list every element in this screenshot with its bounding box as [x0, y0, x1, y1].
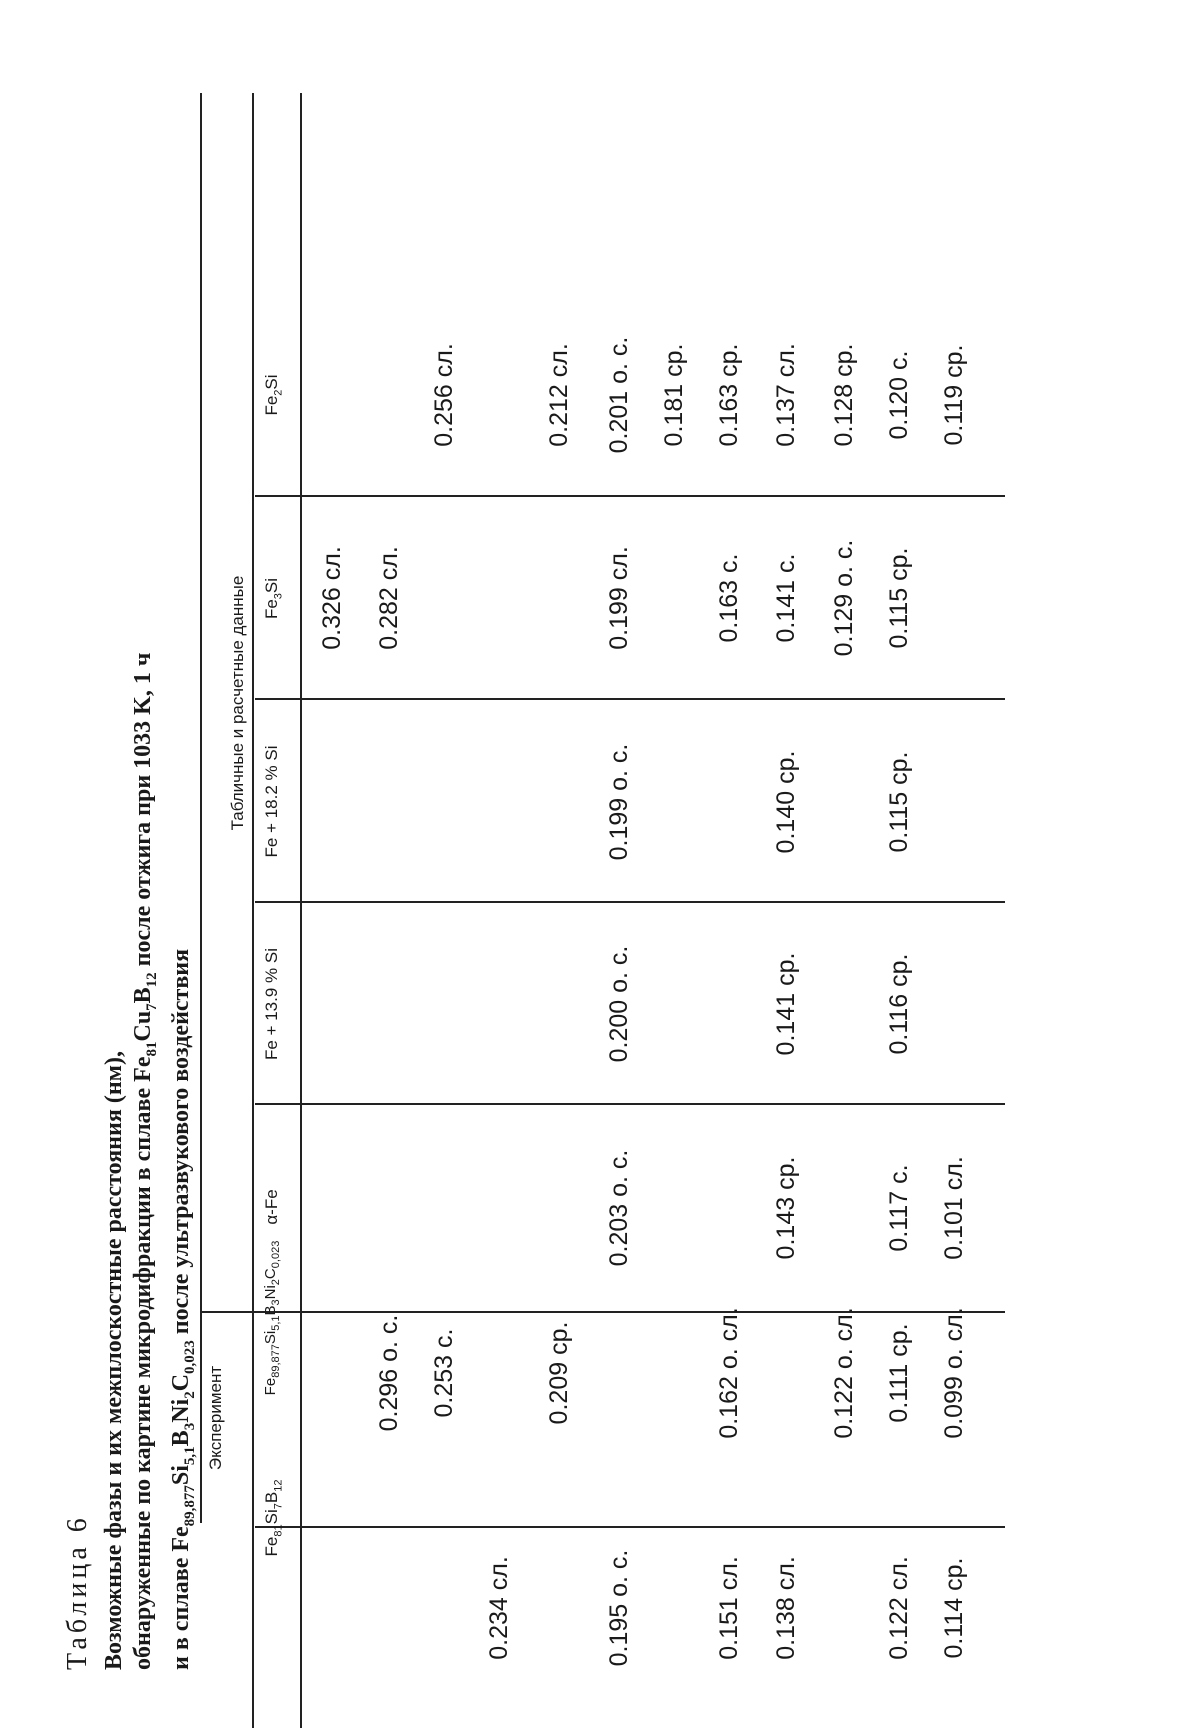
column-header-fe-13-9-si: Fe + 13.9 % Si	[262, 948, 281, 1060]
title-subscript: 5,1	[181, 1446, 198, 1466]
table-cell: 0.119 ср.	[940, 344, 968, 446]
table-cell: 0.122 сл.	[885, 1556, 913, 1660]
header-text: B	[262, 1305, 279, 1316]
table-cell: 0.209 ср.	[545, 1321, 573, 1425]
header-text: Si	[262, 374, 281, 390]
table-cell: 0.199 сл.	[605, 546, 633, 650]
title-text: Cu	[130, 1010, 156, 1042]
header-text: C	[262, 1268, 279, 1280]
header-subscript: 3	[272, 593, 285, 600]
header-text: Fe	[262, 395, 281, 416]
header-text: Si	[262, 1330, 279, 1345]
table-cell: 0.101 сл.	[940, 1156, 968, 1260]
table-cell: 0.256 сл.	[430, 343, 458, 447]
table-cell: 0.099 о. сл.	[940, 1307, 968, 1439]
table-cell: 0.201 о. с.	[605, 336, 633, 454]
table-cell: 0.195 о. с.	[605, 1549, 633, 1667]
table-cell: 0.326 сл.	[318, 546, 346, 650]
column-header-fe2si	[262, 293, 284, 497]
column-header-alpha-fe: α-Fe	[262, 1189, 281, 1225]
table-cell: 0.141 с.	[772, 553, 800, 643]
table-cell: 0.143 ср.	[772, 1156, 800, 1260]
header-subscript: 89,877	[270, 1344, 282, 1378]
group-header-tabular: Табличные и расчетные данные	[228, 575, 247, 831]
group-header-experiment: Эксперимент	[206, 1365, 225, 1471]
group-header-rule-left	[252, 1313, 254, 1728]
table-cell: 0.140 ср.	[772, 750, 800, 854]
table-cell: 0.116 ср.	[885, 953, 913, 1055]
table-cell: 0.151 сл.	[715, 1556, 743, 1660]
table-cell: 0.200 о. с.	[605, 945, 633, 1063]
table-cell: 0.122 о. сл.	[830, 1307, 858, 1439]
header-subscript: 12	[272, 1479, 285, 1492]
table-cell: 0.234 сл.	[485, 1556, 513, 1660]
title-subscript: 0,023	[181, 1340, 198, 1374]
title-text: обнаруженные по картине микродифракции в сплаве Fe	[130, 1056, 156, 1670]
header-text: Si	[262, 577, 281, 594]
table-cell: 0.114 ср.	[940, 1557, 968, 1659]
title-text: C	[167, 1373, 194, 1392]
table-cell: 0.203 о. с.	[605, 1149, 633, 1267]
table-cell: 0.181 ср.	[660, 343, 688, 447]
table-cell: 0.199 о. с.	[605, 743, 633, 861]
table-cell: 0.115 ср.	[885, 751, 913, 853]
title-subscript: 2	[181, 1391, 198, 1399]
table-cell: 0.212 сл.	[545, 343, 573, 447]
title-line-1: Возможные фазы и их межплоскостные расстояния (нм),	[101, 1051, 127, 1670]
header-text: Fe	[262, 1377, 279, 1396]
table-cell: 0.129 о. с.	[830, 539, 858, 657]
table-cell: 0.128 ср.	[830, 343, 858, 447]
header-subscript: 81	[272, 1524, 285, 1537]
header-text: Si	[262, 1509, 281, 1525]
title-text: после ультразвукового воздействия	[167, 948, 194, 1341]
title-subscript: 81	[143, 1041, 160, 1057]
column-rule-6	[255, 495, 1005, 497]
column-header-fe3si	[262, 497, 284, 700]
title-subscript: 3	[181, 1422, 198, 1431]
header-subscript: 7	[272, 1503, 285, 1510]
table-cell: 0.253 с.	[430, 1328, 458, 1418]
header-subscript: 2	[272, 389, 285, 396]
table-cell: 0.111 ср.	[885, 1323, 913, 1423]
table-number: Таблица 6	[62, 1514, 93, 1670]
title-subscript: 7	[143, 1003, 160, 1011]
table-cell: 0.120 с.	[885, 350, 913, 440]
title-text: B	[130, 987, 156, 1004]
table-cell: 0.163 с.	[715, 553, 743, 643]
group-header-rule-right	[252, 93, 254, 1313]
header-subscript: 2	[270, 1279, 282, 1286]
header-subscript: 3	[270, 1299, 282, 1306]
table-top-rule	[200, 93, 202, 1523]
table-cell: 0.162 о. сл.	[715, 1307, 743, 1439]
title-text: после отжига при 1033 K, 1 ч	[130, 652, 156, 973]
table-cell: 0.137 сл.	[772, 343, 800, 447]
column-rule-5	[255, 698, 1005, 700]
title-text: Ni	[167, 1398, 194, 1423]
table-cell: 0.117 с.	[885, 1164, 913, 1252]
header-bottom-rule	[300, 93, 302, 1728]
table-cell: 0.163 ср.	[715, 343, 743, 447]
header-text: Fe	[262, 1536, 281, 1557]
header-subscript: 0,023	[270, 1240, 282, 1269]
title-text: Si	[167, 1465, 194, 1486]
title-text: B	[167, 1430, 194, 1447]
header-text: Fe	[262, 599, 281, 620]
header-text: B	[262, 1491, 281, 1504]
title-subscript: 12	[143, 972, 160, 988]
table-cell: 0.138 сл.	[772, 1556, 800, 1660]
table-cell: 0.141 ср.	[772, 952, 800, 1056]
header-text: Ni	[262, 1285, 279, 1300]
table-cell: 0.296 о. с.	[375, 1314, 403, 1432]
table-cell: 0.115 ср.	[885, 547, 913, 649]
title-subscript: 89,877	[181, 1485, 198, 1527]
column-header-fe-18-2-si: Fe + 18.2 % Si	[262, 745, 281, 858]
table-cell: 0.282 сл.	[375, 546, 403, 650]
header-subscript: 5,1	[270, 1315, 282, 1331]
title-text: и в сплаве Fe	[167, 1526, 194, 1670]
